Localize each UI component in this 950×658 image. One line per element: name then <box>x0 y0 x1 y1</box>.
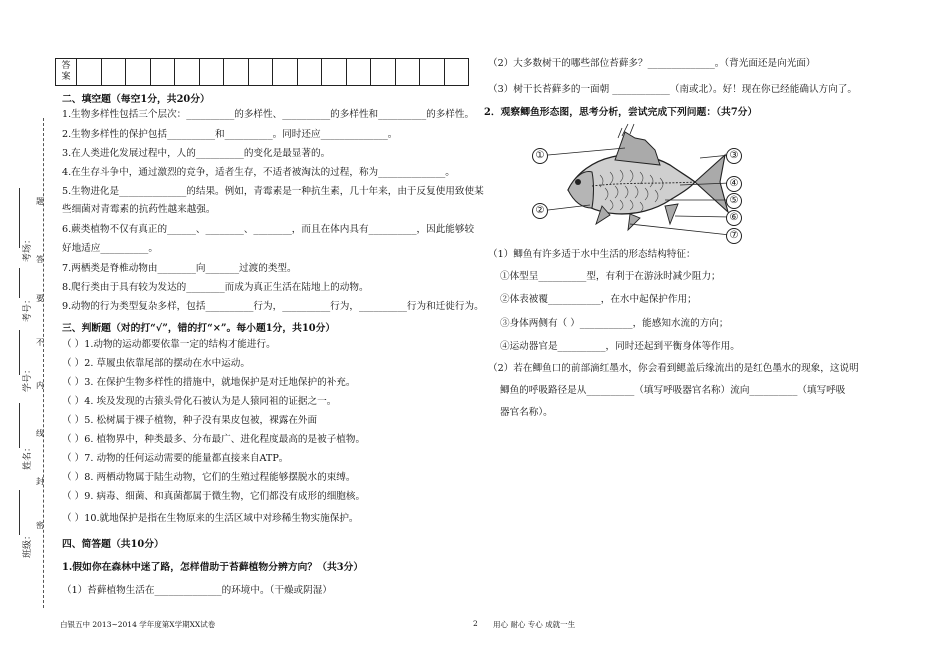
class-label: 班级： <box>23 530 33 558</box>
answer-cell[interactable] <box>199 59 224 86</box>
carp-illustration <box>530 120 740 245</box>
class-blank[interactable] <box>19 490 20 535</box>
answer-cell[interactable] <box>77 59 102 86</box>
fill-q5-line1: 5.生物进化是______________的结果。例如，青霉素是一种抗生素，几十年来，由于反复使用致使某 <box>62 186 484 197</box>
short-q2-part2-line3: 器官名称）。 <box>500 407 553 418</box>
short-q2-part1: （1）鲫鱼有许多适于水中生活的形态结构特征： <box>488 249 696 260</box>
answer-cell[interactable] <box>420 59 445 86</box>
short-q2-part1-b: ②体表被覆___________，在水中起保护作用； <box>500 294 697 305</box>
fill-q5-line2: 些细菌对青霉素的抗药性越来越强。 <box>62 204 216 215</box>
short-q1-title: 1.假如你在森林中迷了路，怎样借助于苔藓植物分辨方向？（共3分） <box>62 562 364 573</box>
answer-cell[interactable] <box>150 59 175 86</box>
judge-item: （ ）1.动物的运动都要依靠一定的结构才能进行。 <box>62 339 276 350</box>
fish-label-2: ② <box>532 203 548 219</box>
page-number: 2 <box>473 619 478 628</box>
short-q1-part2: （2）大多数树干的哪些部位苔藓多？______________。（背光面还是向光面） <box>488 58 816 69</box>
name-blank[interactable] <box>19 403 20 448</box>
judge-item: （ ）7. 动物的任何运动需要的能量都直接来自ATP。 <box>62 453 289 464</box>
short-q2-part1-d: ④运动器官是__________，同时还起到平衡身体等作用。 <box>500 341 740 352</box>
answer-cell[interactable] <box>273 59 298 86</box>
judge-item: （ ）2. 草履虫依靠尾部的摆动在水中运动。 <box>62 358 250 369</box>
carp-figure <box>530 120 740 245</box>
student-no-blank[interactable] <box>19 330 20 375</box>
answer-cell[interactable] <box>395 59 420 86</box>
answer-table <box>55 58 469 86</box>
footer-school: 白银五中 2013~2014 学年度第X学期XX试卷 <box>60 620 216 629</box>
answer-cell[interactable] <box>346 59 371 86</box>
answer-cell[interactable] <box>444 59 469 86</box>
judge-item: （ ）4. 埃及发现的古猿头骨化石被认为是人猿同祖的证据之一。 <box>62 396 337 407</box>
binding-line <box>43 118 44 608</box>
seal-word: 线 <box>36 429 44 438</box>
seat-blank[interactable] <box>19 268 20 298</box>
student-no-label: 学号： <box>23 364 33 392</box>
short-q2-part1-a: ①体型呈__________型，有利于在游泳时减少阻力； <box>500 271 721 282</box>
fill-q4: 4.在生存斗争中，通过激烈的竞争，适者生存，不适者被淘汰的过程，称为______________。 <box>62 167 455 178</box>
fish-label-6: ⑥ <box>726 210 742 226</box>
answer-cell[interactable] <box>175 59 200 86</box>
judge-item: （ ）3. 在保护生物多样性的措施中，就地保护是对迁地保护的补充。 <box>62 377 356 388</box>
fish-label-5: ⑤ <box>726 193 742 209</box>
judge-item: （ ）8. 两栖动物属于陆生动物，它们的生殖过程能够摆脱水的束缚。 <box>62 472 356 483</box>
seal-word: 要 <box>36 294 44 303</box>
fill-q8: 8.爬行类由于具有较为发达的________而成为真正生活在陆地上的动物。 <box>62 282 369 293</box>
fish-label-1: ① <box>532 148 548 164</box>
judge-item: （ ）5. 松树属于裸子植物，种子没有果皮包被，裸露在外面 <box>62 415 318 426</box>
seal-word: 内 <box>36 381 44 390</box>
short-q2-part1-c: ③身体两侧有（ ）___________，能感知水流的方向； <box>500 318 729 329</box>
judge-item: （ ）9. 病毒、细菌、和真菌都属于微生物，它们都没有成形的细胞核。 <box>62 491 366 502</box>
section4-title: 四、简答题（共10分） <box>62 539 164 550</box>
short-q2-part2-line1: （2）若在鲫鱼口的前部滴红墨水，你会看到鳃盖后缘流出的是红色墨水的现象，这说明 <box>488 363 859 374</box>
seal-word: 不 <box>36 338 44 347</box>
short-q1-part1: （1）苔藓植物生活在______________的环境中。（干燥或阴湿） <box>62 585 332 596</box>
seal-word: 密 <box>36 521 44 530</box>
answer-cell[interactable] <box>322 59 347 86</box>
footer-motto: 用心 耐心 专心 成就一生 <box>493 620 576 629</box>
fish-label-3: ③ <box>726 148 742 164</box>
section2-title: 二、填空题（每空1分，共20分） <box>62 94 210 105</box>
name-label: 姓名： <box>23 442 33 470</box>
section3-title: 三、判断题（对的打“√”，错的打“×”。每小题1分，共10分） <box>62 323 336 334</box>
seat-label: 考号： <box>23 294 33 322</box>
answer-cell[interactable] <box>224 59 249 86</box>
fill-q1: 1.生物多样性包括三个层次：__________的多样性、__________的多样性和__________的多样性。 <box>62 109 475 120</box>
seal-word: 题 <box>36 197 44 206</box>
fill-q7: 7.两栖类是脊椎动物由________向_______过渡的类型。 <box>62 263 297 274</box>
answer-cell[interactable] <box>371 59 396 86</box>
judge-item: （ ）10.就地保护是指在生物原来的生活区域中对珍稀生物实施保护。 <box>62 513 359 524</box>
fish-label-4: ④ <box>726 176 742 192</box>
fill-q3: 3.在人类进化发展过程中，人的__________的变化是最显著的。 <box>62 148 331 159</box>
answer-table-label: 答 案 <box>56 59 77 86</box>
seal-word: 答 <box>36 255 44 264</box>
exam-room-blank[interactable] <box>19 188 20 248</box>
judge-item: （ ）6. 植物界中，种类最多、分布最广、进化程度最高的是被子植物。 <box>62 434 366 445</box>
fill-q6-line2: 好地适应__________。 <box>62 243 158 254</box>
fish-label-7: ⑦ <box>726 228 742 244</box>
exam-room-label: 考场： <box>23 234 33 262</box>
short-q2-part2-line2: 鲫鱼的呼吸路径是从__________（填写呼吸器官名称）流向__________（填写呼吸 <box>500 385 846 396</box>
short-q1-part3: （3）树干长苔藓多的一面朝 ____________（南或北）。好！现在你已经能确认方向了。 <box>488 84 857 95</box>
short-q2-title: 2．观察鲫鱼形态图，思考分析，尝试完成下列问题：（共7分） <box>484 107 758 118</box>
answer-cell[interactable] <box>101 59 126 86</box>
seal-word: 封 <box>36 477 44 486</box>
fill-q2: 2.生物多样性的保护包括__________和__________。同时还应______________。 <box>62 129 398 140</box>
answer-cell[interactable] <box>297 59 322 86</box>
fill-q6-line1: 6.蕨类植物不仅有真正的______、________、________，而且在体内具有__________，因此能够较 <box>62 224 475 235</box>
fill-q9: 9.动物的行为类型复杂多样，包括__________行为，__________行为，__________行为和迁徙行为。 <box>62 301 484 312</box>
answer-cell[interactable] <box>248 59 273 86</box>
answer-cell[interactable] <box>126 59 151 86</box>
